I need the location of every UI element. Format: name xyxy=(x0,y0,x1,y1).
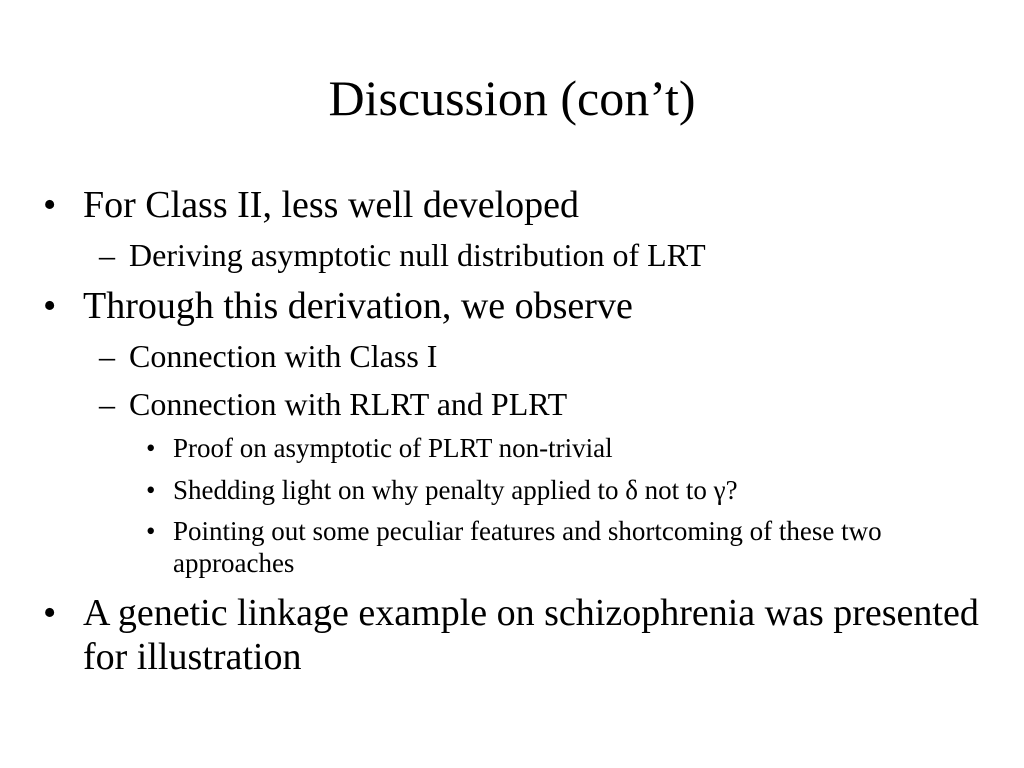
sub-sub-bullet-item xyxy=(146,432,613,464)
dash-marker: – xyxy=(99,237,115,273)
bullet-marker: • xyxy=(146,433,156,463)
bullet-text: For Class II, less well developed xyxy=(83,184,580,226)
dash-marker: – xyxy=(99,386,115,422)
bullet-item xyxy=(43,183,580,227)
sub-bullet-text: Deriving asymptotic null distribution of LRT xyxy=(129,237,706,273)
bullet-item xyxy=(43,284,633,328)
sub-sub-bullet-text: Proof on asymptotic of PLRT non-trivial xyxy=(173,433,613,463)
sub-bullet-text: Connection with RLRT and PLRT xyxy=(129,386,568,422)
bullet-item xyxy=(43,591,1003,679)
sub-bullet-text: Connection with Class I xyxy=(129,338,438,374)
sub-sub-bullet-item xyxy=(146,515,963,579)
sub-sub-bullet-item xyxy=(146,474,738,506)
sub-sub-bullet-text: Shedding light on why penalty applied to δ not to γ? xyxy=(173,475,738,505)
sub-bullet-item xyxy=(99,385,568,423)
dash-marker: – xyxy=(99,338,115,374)
bullet-text: Through this derivation, we observe xyxy=(83,285,633,327)
bullet-marker: • xyxy=(146,516,156,546)
sub-bullet-item xyxy=(99,236,706,274)
bullet-marker: • xyxy=(43,184,57,226)
slide-title: Discussion (con’t) xyxy=(328,70,696,126)
bullet-text: A genetic linkage example on schizophrenia was presented for illustration xyxy=(83,592,979,678)
bullet-marker: • xyxy=(43,592,57,634)
bullet-marker: • xyxy=(43,285,57,327)
bullet-marker: • xyxy=(146,475,156,505)
sub-bullet-item xyxy=(99,337,438,375)
sub-sub-bullet-text: Pointing out some peculiar features and shortcoming of these two approaches xyxy=(173,516,882,578)
